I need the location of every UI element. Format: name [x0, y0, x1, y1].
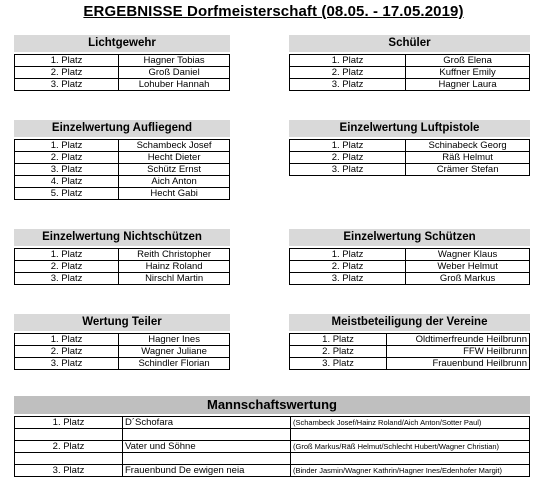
table-row	[15, 441, 530, 453]
table-row	[15, 249, 230, 261]
team-name-cell: D´Schofara	[123, 417, 291, 429]
section-nichtschuetzen	[14, 229, 230, 285]
place-cell: 2. Platz	[15, 441, 123, 453]
section-mannschaftswertung	[14, 396, 530, 477]
table-row-spacer	[15, 453, 530, 465]
place-cell: 3. Platz	[15, 164, 119, 176]
name-cell: Hainz Roland	[119, 261, 230, 273]
place-cell: 1. Platz	[290, 334, 387, 346]
members-cell: (Groß Markus/Räß Helmut/Schlecht Hubert/Wagner Christian)	[291, 441, 530, 453]
section-heading: Einzelwertung Luftpistole	[289, 120, 530, 137]
table-row	[290, 164, 530, 176]
section-heading: Lichtgewehr	[14, 35, 230, 52]
section-teiler	[14, 314, 230, 370]
results-table	[14, 248, 230, 285]
name-cell: Wagner Klaus	[406, 249, 530, 261]
members-cell: (Binder Jasmin/Wagner Kathrin/Hagner Ines/Edenhofer Margit)	[291, 465, 530, 477]
place-cell: 2. Platz	[290, 67, 406, 79]
name-cell: Hecht Dieter	[119, 152, 230, 164]
section-heading: Meistbeteiligung der Vereine	[289, 314, 530, 331]
place-cell: 3. Platz	[290, 273, 406, 285]
results-table	[14, 139, 230, 200]
empty-cell	[123, 453, 291, 465]
name-cell: Schütz Ernst	[119, 164, 230, 176]
name-cell: Oldtimerfreunde Heilbrunn	[387, 334, 530, 346]
place-cell: 3. Platz	[15, 358, 119, 370]
place-cell: 1. Platz	[290, 55, 406, 67]
name-cell: Aich Anton	[119, 176, 230, 188]
team-table	[14, 416, 530, 477]
section-luftpistole	[289, 120, 530, 176]
place-cell: 1. Platz	[15, 334, 119, 346]
section-heading: Wertung Teiler	[14, 314, 230, 331]
name-cell: Reith Christopher	[119, 249, 230, 261]
section-heading: Einzelwertung Nichtschützen	[14, 229, 230, 246]
table-row	[290, 152, 530, 164]
table-row	[15, 261, 230, 273]
results-table	[289, 248, 530, 285]
section-vereine	[289, 314, 530, 370]
place-cell: 5. Platz	[15, 188, 119, 200]
place-cell: 1. Platz	[290, 140, 406, 152]
table-row	[15, 358, 230, 370]
table-row	[290, 249, 530, 261]
members-cell: (Schambeck Josef/Hainz Roland/Aich Anton/Sotter Paul)	[291, 417, 530, 429]
name-cell: Hagner Ines	[119, 334, 230, 346]
name-cell: Groß Markus	[406, 273, 530, 285]
name-cell: FFW Heilbrunn	[387, 346, 530, 358]
section-heading: Einzelwertung Schützen	[289, 229, 530, 246]
place-cell: 3. Platz	[290, 358, 387, 370]
table-row	[290, 261, 530, 273]
name-cell: Lohuber Hannah	[119, 79, 230, 91]
place-cell: 3. Platz	[290, 79, 406, 91]
name-cell: Frauenbund Heilbrunn	[387, 358, 530, 370]
name-cell: Weber Helmut	[406, 261, 530, 273]
table-row	[290, 55, 530, 67]
place-cell: 1. Platz	[15, 140, 119, 152]
table-row	[290, 346, 530, 358]
table-row	[15, 417, 530, 429]
results-table	[14, 54, 230, 91]
name-cell: Wagner Juliane	[119, 346, 230, 358]
place-cell: 4. Platz	[15, 176, 119, 188]
name-cell: Groß Daniel	[119, 67, 230, 79]
name-cell: Crämer Stefan	[406, 164, 530, 176]
place-cell: 2. Platz	[15, 152, 119, 164]
place-cell: 3. Platz	[15, 465, 123, 477]
name-cell: Räß Helmut	[406, 152, 530, 164]
empty-cell	[15, 453, 123, 465]
table-row	[290, 67, 530, 79]
section-lichtgewehr	[14, 35, 230, 91]
empty-cell	[291, 429, 530, 441]
section-schuetzen	[289, 229, 530, 285]
table-row	[290, 334, 530, 346]
place-cell: 2. Platz	[290, 152, 406, 164]
results-table	[289, 139, 530, 176]
empty-cell	[123, 429, 291, 441]
place-cell: 2. Platz	[15, 346, 119, 358]
place-cell: 3. Platz	[290, 164, 406, 176]
name-cell: Schambeck Josef	[119, 140, 230, 152]
place-cell: 2. Platz	[290, 261, 406, 273]
table-row	[15, 176, 230, 188]
name-cell: Groß Elena	[406, 55, 530, 67]
place-cell: 1. Platz	[15, 417, 123, 429]
results-table	[289, 333, 530, 370]
results-table	[14, 333, 230, 370]
name-cell: Kuffner Emily	[406, 67, 530, 79]
table-row	[15, 140, 230, 152]
place-cell: 1. Platz	[15, 249, 119, 261]
place-cell: 2. Platz	[290, 346, 387, 358]
name-cell: Nirschl Martin	[119, 273, 230, 285]
section-heading: Einzelwertung Aufliegend	[14, 120, 230, 137]
table-row	[15, 188, 230, 200]
section-aufliegend	[14, 120, 230, 200]
name-cell: Hagner Laura	[406, 79, 530, 91]
name-cell: Schindler Florian	[119, 358, 230, 370]
place-cell: 2. Platz	[15, 261, 119, 273]
page-title: ERGEBNISSE Dorfmeisterschaft (08.05. - 17.05.2019)	[83, 3, 464, 20]
place-cell: 1. Platz	[290, 249, 406, 261]
empty-cell	[15, 429, 123, 441]
table-row	[15, 273, 230, 285]
section-heading: Mannschaftswertung	[14, 396, 530, 414]
name-cell: Hecht Gabi	[119, 188, 230, 200]
table-row	[290, 79, 530, 91]
table-row	[15, 67, 230, 79]
section-schueler	[289, 35, 530, 91]
table-row	[15, 334, 230, 346]
place-cell: 3. Platz	[15, 273, 119, 285]
team-name-cell: Frauenbund De ewigen neia	[123, 465, 291, 477]
place-cell: 1. Platz	[15, 55, 119, 67]
results-table	[289, 54, 530, 91]
table-row	[15, 346, 230, 358]
name-cell: Schinabeck Georg	[406, 140, 530, 152]
name-cell: Hagner Tobias	[119, 55, 230, 67]
table-row	[15, 152, 230, 164]
table-row-spacer	[15, 429, 530, 441]
table-row	[290, 358, 530, 370]
place-cell: 3. Platz	[15, 79, 119, 91]
section-heading: Schüler	[289, 35, 530, 52]
table-row	[290, 273, 530, 285]
table-row	[290, 140, 530, 152]
table-row	[15, 164, 230, 176]
table-row	[15, 55, 230, 67]
table-row	[15, 79, 230, 91]
table-row	[15, 465, 530, 477]
place-cell: 2. Platz	[15, 67, 119, 79]
empty-cell	[291, 453, 530, 465]
team-name-cell: Vater und Söhne	[123, 441, 291, 453]
